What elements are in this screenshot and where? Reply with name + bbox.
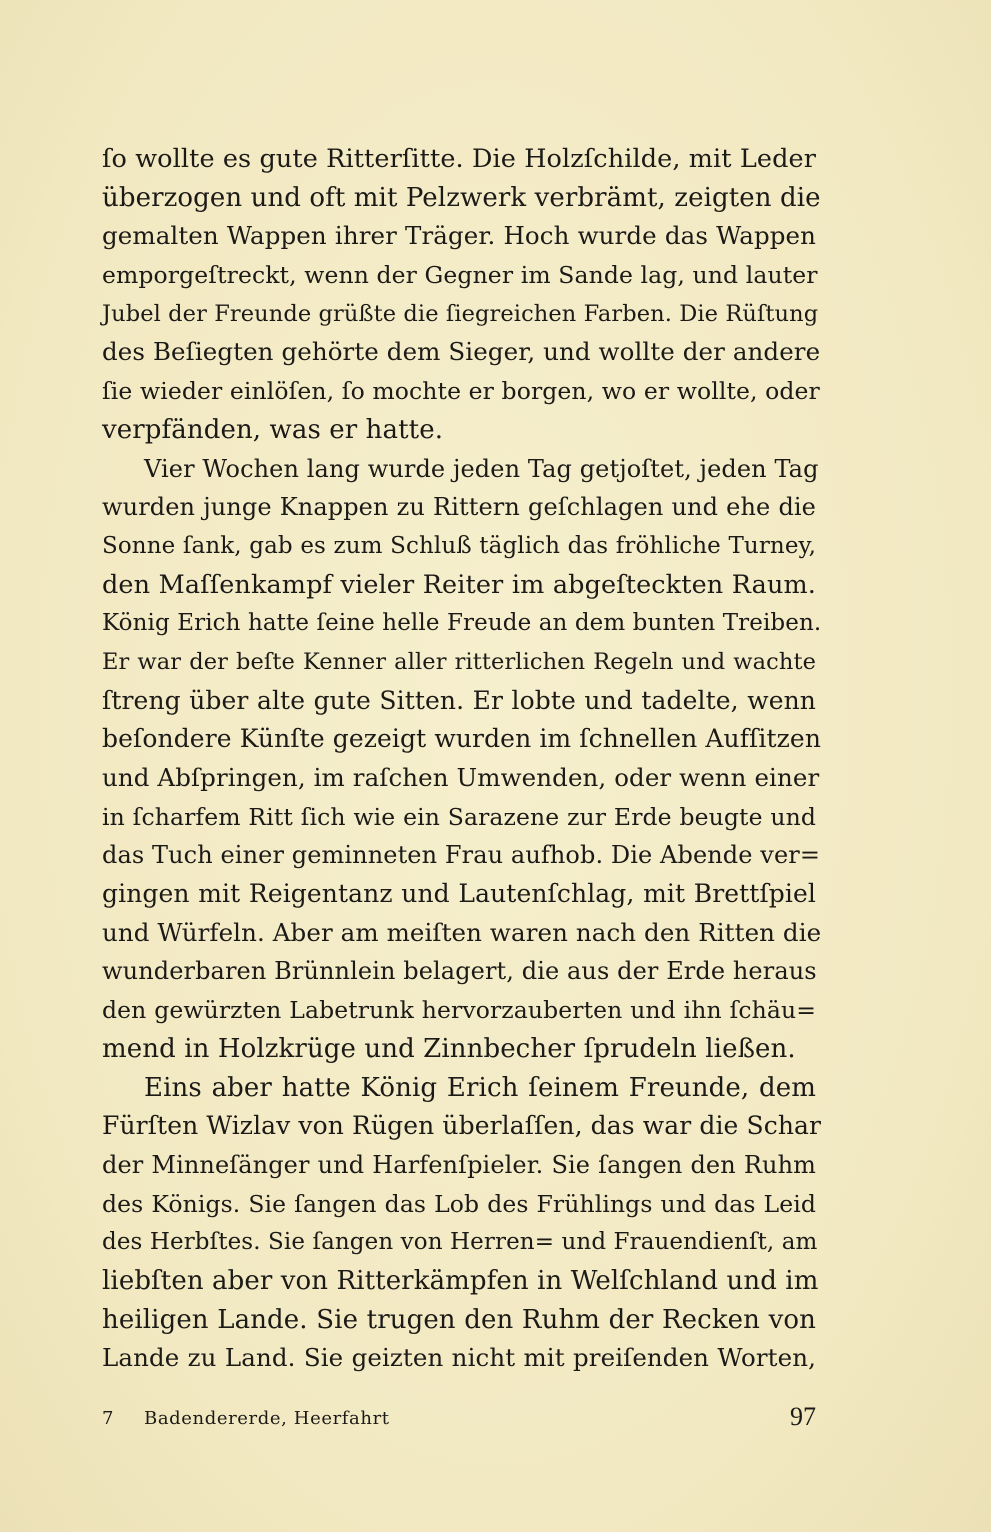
- text-line: Er war der beſte Kenner aller ritterlichen Regeln und wachte: [102, 648, 816, 675]
- text-line: Fürſten Wizlav von Rügen überlaſſen, das war die Schar: [102, 1111, 822, 1141]
- text-line: den gewürzten Labetrunk hervorzauberten und ihn ſchäu=: [102, 996, 816, 1025]
- running-title: Badendererde, Heerfahrt: [144, 1408, 390, 1429]
- signature-mark: 7: [102, 1408, 114, 1429]
- text-line: heiligen Lande. Sie trugen den Ruhm der Recken von: [102, 1304, 816, 1335]
- text-line: des Königs. Sie ſangen das Lob des Frühlings und das Leid: [102, 1189, 816, 1218]
- text-line: Jubel der Freunde grüßte die ſiegreichen Farben. Die Rüſtung: [102, 300, 819, 327]
- text-line: liebſten aber von Ritterkämpfen in Welſchland und im: [102, 1265, 819, 1296]
- text-line: ſie wieder einlöſen, ſo mochte er borgen, wo er wollte, oder: [102, 377, 820, 406]
- text-line: ſtreng über alte gute Sitten. Er lobte und tadelte, wenn: [102, 685, 816, 715]
- text-line: das Tuch einer geminneten Frau aufhob. Die Abende ver=: [102, 841, 821, 870]
- body-text: [102, 140, 822, 1378]
- page-number: 97: [790, 1402, 816, 1431]
- text-line: gingen mit Reigentanz und Lautenſchlag, mit Brettſpiel: [102, 879, 816, 909]
- text-line: verpfänden, was er hatte.: [102, 414, 444, 445]
- text-line: emporgeſtreckt, wenn der Gegner im Sande lag, und lauter: [102, 261, 818, 290]
- text-line: überzogen und oft mit Pelzwerk verbrämt, zeigten die: [102, 182, 821, 213]
- text-line: beſondere Künſte gezeigt wurden im ſchnellen Aufſitzen: [102, 724, 822, 754]
- text-line: gemalten Wappen ihrer Träger. Hoch wurde das Wappen: [102, 221, 816, 251]
- text-line: Vier Wochen lang wurde jeden Tag getjoſtet, jeden Tag: [144, 454, 819, 483]
- text-line: des Beſiegten gehörte dem Sieger, und wollte der andere: [102, 337, 821, 367]
- text-line: und Abſpringen, im raſchen Umwenden, oder wenn einer: [102, 763, 820, 792]
- text-line: König Erich hatte ſeine helle Freude an dem bunten Treiben.: [102, 610, 822, 637]
- text-line: Eins aber hatte König Erich ſeinem Freunde, dem: [144, 1072, 816, 1103]
- text-line: des Herbſtes. Sie ſangen von Herren= und Frauendienſt, am: [102, 1229, 818, 1256]
- text-line: der Minneſänger und Harfenſpieler. Sie ſangen den Ruhm: [102, 1150, 816, 1179]
- text-line: mend in Holzkrüge und Zinnbecher ſprudeln ließen.: [102, 1033, 796, 1064]
- text-line: wunderbaren Brünnlein belagert, die aus der Erde heraus: [102, 957, 817, 986]
- text-line: wurden junge Knappen zu Rittern geſchlagen und ehe die: [102, 493, 816, 522]
- text-line: und Würfeln. Aber am meiſten waren nach den Ritten die: [102, 917, 822, 947]
- text-line: Lande zu Land. Sie geizten nicht mit preiſenden Worten,: [102, 1343, 816, 1373]
- text-line: in ſcharfem Ritt ſich wie ein Sarazene zur Erde beugte und: [102, 802, 816, 831]
- text-line: den Maſſenkampf vieler Reiter im abgeſteckten Raum.: [102, 569, 816, 600]
- text-line: Sonne ſank, gab es zum Schluß täglich das fröhliche Turney,: [102, 532, 816, 559]
- page-footer: [102, 1402, 816, 1436]
- text-line: ſo wollte es gute Ritterſitte. Die Holzſchilde, mit Leder: [102, 144, 816, 174]
